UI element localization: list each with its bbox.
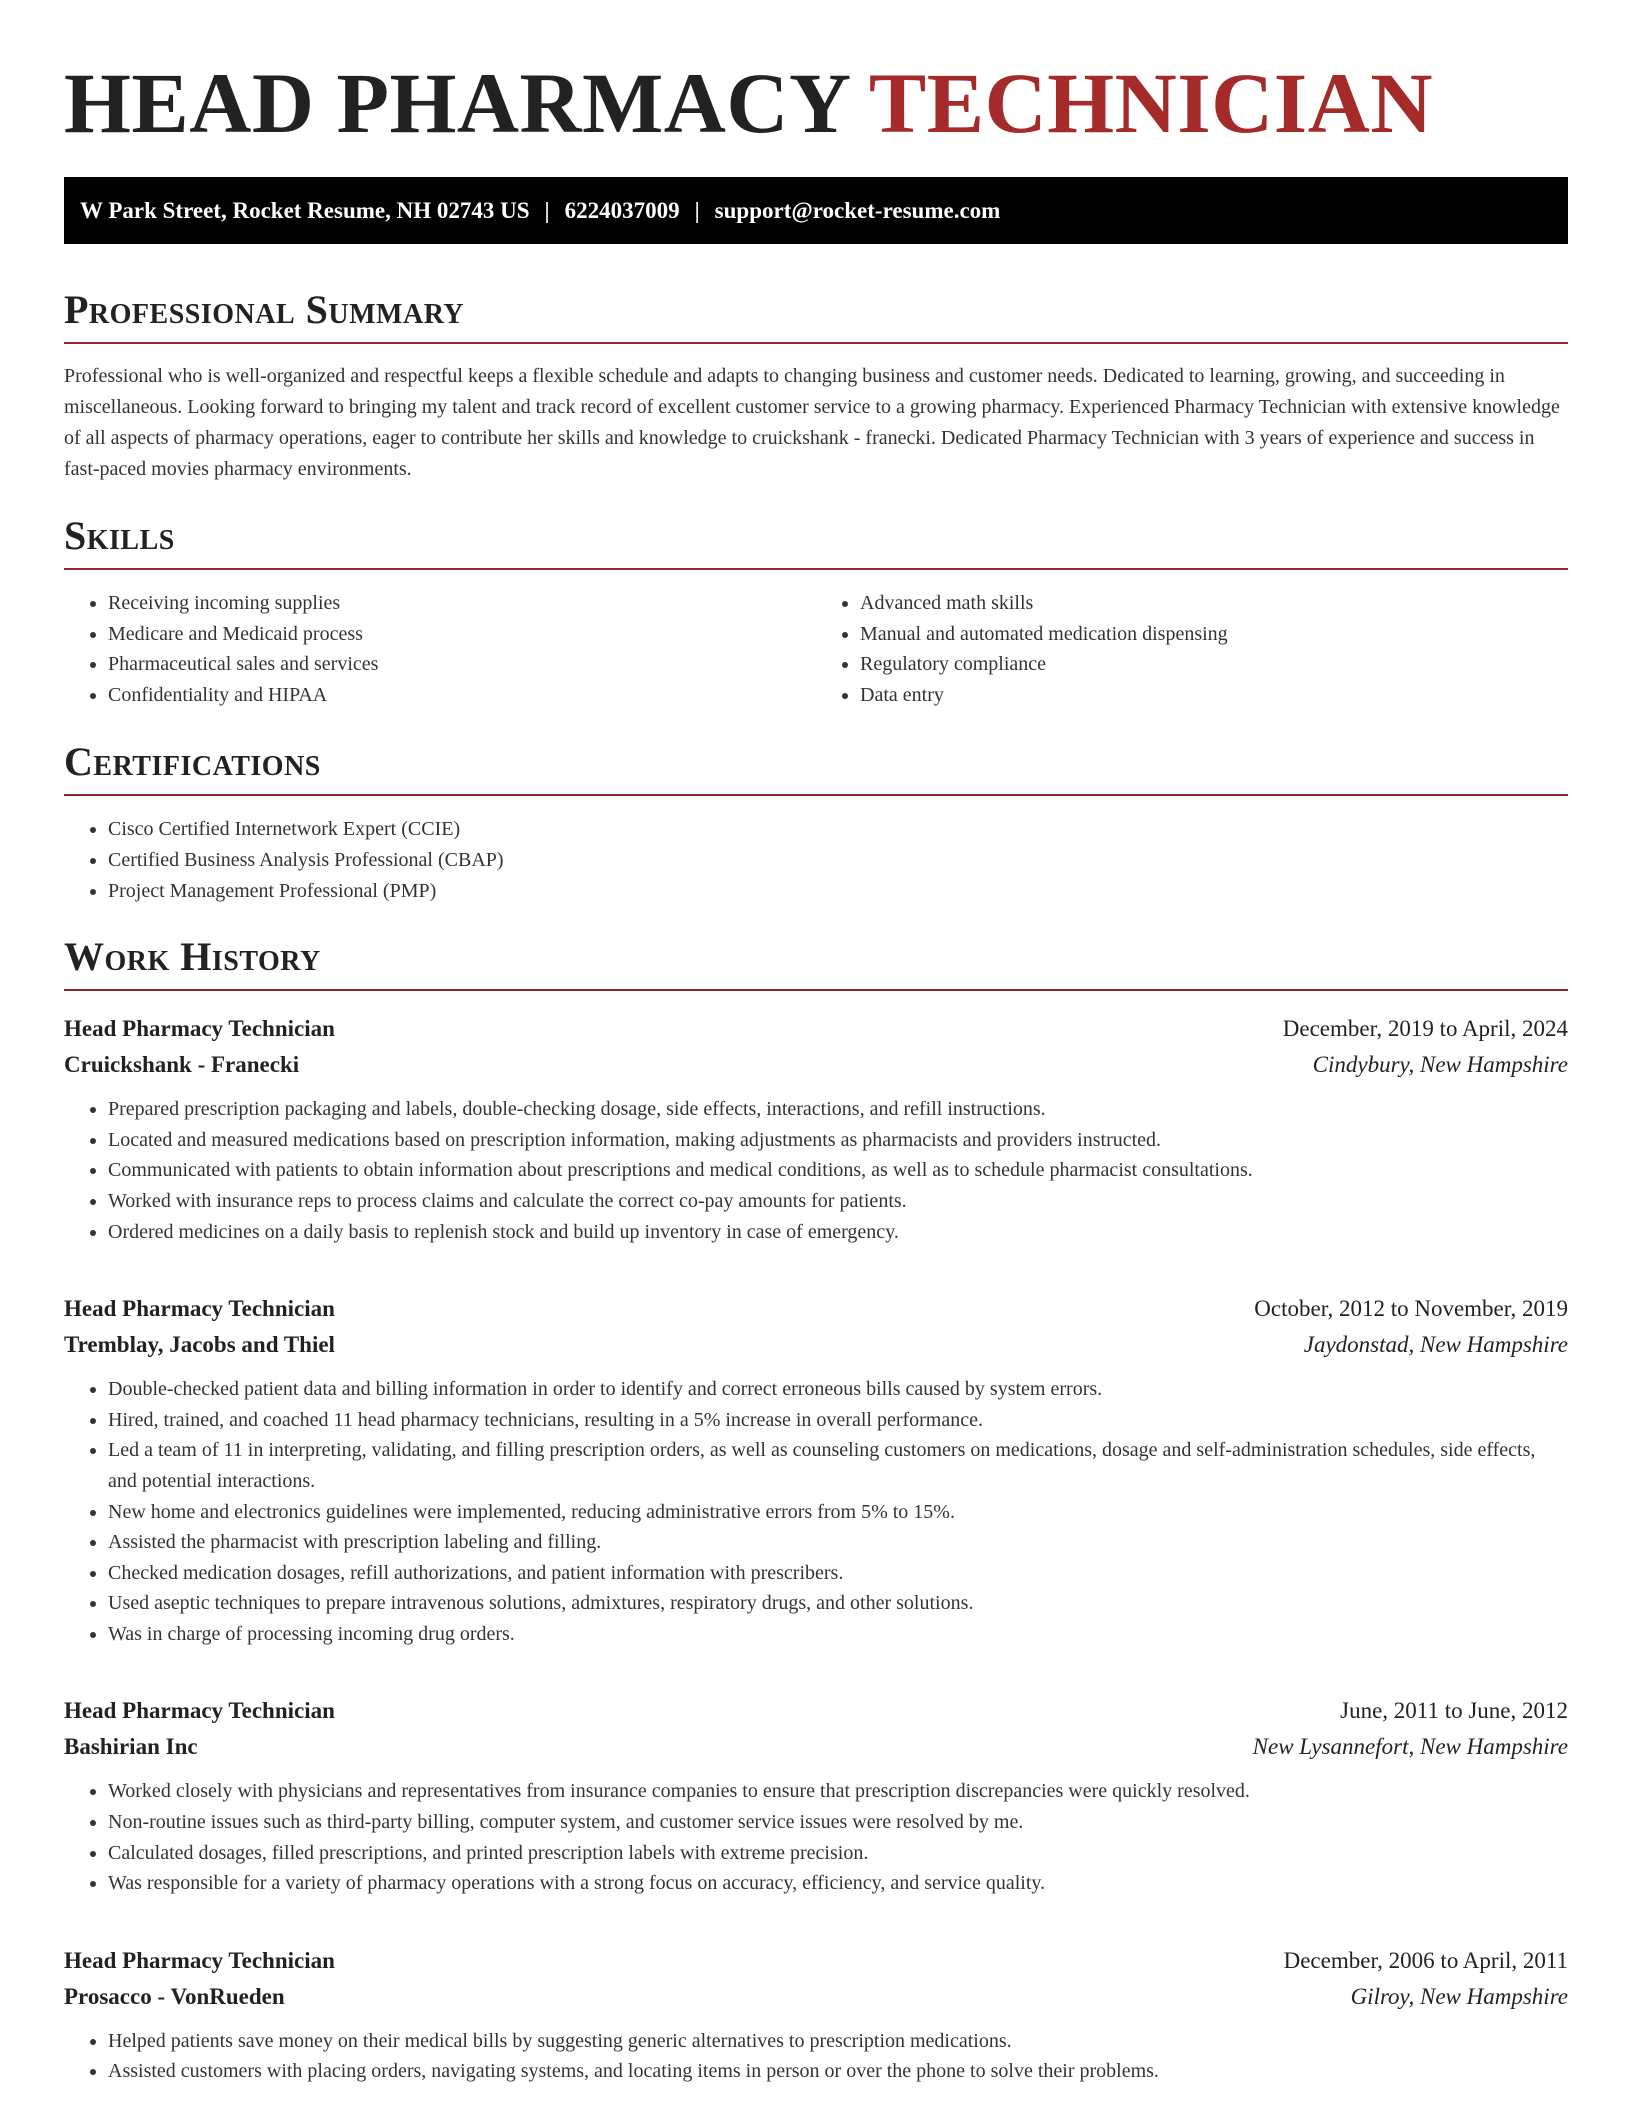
certification-item: • Cisco Certified Internetwork Expert (CCIE)	[108, 814, 1568, 845]
job-header-row	[64, 1943, 1568, 1979]
skill-item: • Data entry	[860, 680, 1568, 711]
section-title-work: Work History	[64, 933, 1568, 991]
job-header-row	[64, 1693, 1568, 1729]
certifications-section	[64, 738, 1568, 906]
job-header-row	[64, 1011, 1568, 1047]
resume-name	[64, 50, 1568, 156]
job-bullet: • Was in charge of processing incoming drug orders.	[108, 1619, 1568, 1650]
skills-section	[64, 512, 1568, 710]
job-title: Head Pharmacy Technician	[64, 1947, 335, 1973]
summary-section	[64, 286, 1568, 485]
skill-item: • Regulatory compliance	[860, 649, 1568, 680]
job-dates: October, 2012 to November, 2019	[1254, 1296, 1568, 1322]
summary-text: Professional who is well-organized and respectful keeps a flexible schedule and adapts to changing business and customer needs. Dedicated to learning, growing, and succeeding in miscellaneous. Looking forward to bringing my talent and track record of excellent customer service to a growing pharmacy. Experienced Pharmacy Technician with extensive knowledge of all aspects of pharmacy operations, eager to contribute her skills and knowledge to cruickshank - franecki. Dedicated Pharmacy Technician with 3 years of experience and success in fast-paced movies pharmacy environments.	[64, 365, 1560, 480]
skills-list-left	[64, 588, 816, 710]
job-entry	[64, 1943, 1568, 2087]
job-bullet: • Used aseptic techniques to prepare intravenous solutions, admixtures, respiratory drugs, and other solutions.	[108, 1588, 1568, 1619]
job-bullet: • Was responsible for a variety of pharmacy operations with a strong focus on accuracy, efficiency, and service quality.	[108, 1868, 1568, 1899]
job-company-row	[64, 1327, 1568, 1363]
job-bullet-list	[64, 1776, 1568, 1898]
job-company-row	[64, 1047, 1568, 1083]
job-company-row	[64, 1729, 1568, 1765]
job-title: Head Pharmacy Technician	[64, 1016, 335, 1042]
job-entry	[64, 1011, 1568, 1247]
job-bullet: • Ordered medicines on a daily basis to replenish stock and build up inventory in case of emergency.	[108, 1217, 1568, 1248]
job-bullet: • Hired, trained, and coached 11 head pharmacy technicians, resulting in a 5% increase in overall performance.	[108, 1405, 1568, 1436]
job-bullet: • Non-routine issues such as third-party billing, computer system, and customer service issues were resolved by me.	[108, 1807, 1568, 1838]
contact-phone: 6224037009	[564, 197, 680, 223]
job-bullet: • Helped patients save money on their medical bills by suggesting generic alternatives to prescription medications.	[108, 2026, 1568, 2057]
job-title: Head Pharmacy Technician	[64, 1296, 335, 1322]
job-location: New Lysannefort, New Hampshire	[1252, 1734, 1568, 1760]
job-bullet: • Communicated with patients to obtain information about prescriptions and medical conditions, as well as to schedule pharmacist consultations.	[108, 1155, 1568, 1186]
job-bullet: • Assisted customers with placing orders, navigating systems, and locating items in person or over the phone to solve their problems.	[108, 2056, 1568, 2087]
job-bullet-list	[64, 1374, 1568, 1649]
job-bullet: • Prepared prescription packaging and labels, double-checking dosage, side effects, interactions, and refill instructions.	[108, 1094, 1568, 1125]
contact-separator: |	[694, 197, 700, 223]
name-primary: HEAD PHARMACY	[64, 55, 849, 151]
skills-list-right	[816, 588, 1568, 710]
job-bullet: • Double-checked patient data and billing information in order to identify and correct erroneous bills caused by system errors.	[108, 1374, 1568, 1405]
job-bullet: • New home and electronics guidelines were implemented, reducing administrative errors from 5% to 15%.	[108, 1497, 1568, 1528]
job-bullet: • Checked medication dosages, refill authorizations, and patient information with prescribers.	[108, 1558, 1568, 1589]
contact-email: support@rocket-resume.com	[714, 197, 1001, 223]
job-location: Cindybury, New Hampshire	[1312, 1052, 1568, 1078]
section-title-certifications: Certifications	[64, 738, 1568, 796]
job-header-row	[64, 1291, 1568, 1327]
certification-item: • Certified Business Analysis Professional (CBAP)	[108, 845, 1568, 876]
skill-item: • Receiving incoming supplies	[108, 588, 816, 619]
job-title: Head Pharmacy Technician	[64, 1698, 335, 1724]
job-location: Gilroy, New Hampshire	[1350, 1983, 1568, 2009]
section-title-skills: Skills	[64, 512, 1568, 570]
skill-item: • Advanced math skills	[860, 588, 1568, 619]
job-bullet: • Located and measured medications based on prescription information, making adjustments as pharmacists and providers instructed.	[108, 1125, 1568, 1156]
skill-item: • Pharmaceutical sales and services	[108, 649, 816, 680]
job-bullet-list	[64, 1094, 1568, 1247]
job-bullet: • Worked with insurance reps to process claims and calculate the correct co-pay amounts for patients.	[108, 1186, 1568, 1217]
skills-grid	[64, 588, 1568, 710]
job-company: Prosacco - VonRueden	[64, 1983, 285, 2009]
job-company-row	[64, 1979, 1568, 2015]
job-entry	[64, 1291, 1568, 1649]
job-location: Jaydonstad, New Hampshire	[1303, 1332, 1568, 1358]
name-accent: TECHNICIAN	[868, 55, 1433, 151]
job-company: Tremblay, Jacobs and Thiel	[64, 1332, 335, 1358]
contact-bar	[64, 177, 1568, 244]
certifications-list	[64, 814, 1568, 906]
work-section	[64, 933, 1568, 2087]
job-bullet: • Calculated dosages, filled prescriptions, and printed prescription labels with extreme precision.	[108, 1838, 1568, 1869]
job-company: Cruickshank - Franecki	[64, 1052, 300, 1078]
job-dates: June, 2011 to June, 2012	[1340, 1698, 1568, 1724]
job-company: Bashirian Inc	[64, 1734, 198, 1760]
job-dates: December, 2006 to April, 2011	[1283, 1947, 1568, 1973]
job-dates: December, 2019 to April, 2024	[1282, 1016, 1568, 1042]
certification-item: • Project Management Professional (PMP)	[108, 876, 1568, 907]
contact-address: W Park Street, Rocket Resume, NH 02743 US	[80, 197, 530, 223]
section-title-summary: Professional Summary	[64, 286, 1568, 344]
job-list	[64, 1011, 1568, 2087]
skill-item: • Medicare and Medicaid process	[108, 619, 816, 650]
contact-separator: |	[544, 197, 550, 223]
skill-item: • Manual and automated medication dispensing	[860, 619, 1568, 650]
job-bullet: • Led a team of 11 in interpreting, validating, and filling prescription orders, as well as counseling customers on medications, dosage and self-administration schedules, side effects, and potential interactions.	[108, 1435, 1568, 1496]
job-bullet-list	[64, 2026, 1568, 2087]
job-entry	[64, 1693, 1568, 1898]
job-bullet: • Assisted the pharmacist with prescription labeling and filling.	[108, 1527, 1568, 1558]
job-bullet: • Worked closely with physicians and representatives from insurance companies to ensure that prescription discrepancies were quickly resolved.	[108, 1776, 1568, 1807]
skill-item: • Confidentiality and HIPAA	[108, 680, 816, 711]
